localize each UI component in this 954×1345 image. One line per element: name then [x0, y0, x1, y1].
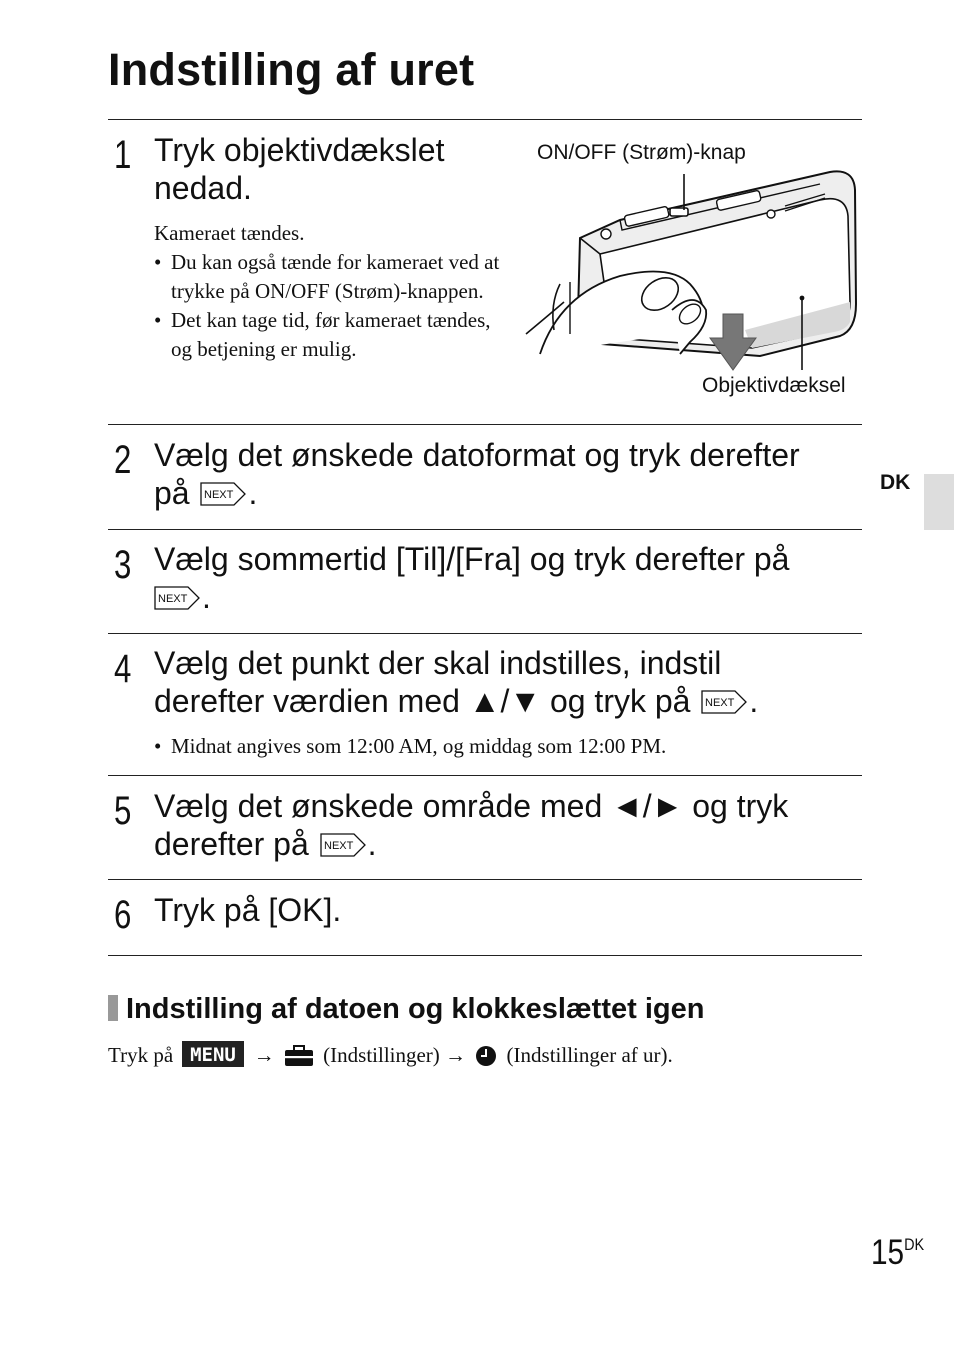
clock-icon	[475, 1045, 497, 1073]
step-heading	[154, 436, 800, 512]
bullet-item: • Det kan tage tid, før kameraet tændes, og betjening er mulig.	[154, 306, 514, 364]
arrow-right-icon: →	[253, 1043, 275, 1067]
step-heading	[154, 644, 758, 720]
next-icon	[154, 586, 200, 610]
page-number-value: 15	[871, 1233, 905, 1272]
step-body	[154, 219, 514, 364]
lens-cover-label: Objektivdæksel	[702, 374, 846, 397]
step-heading-line: derefter værdien med ▲/▼ og tryk på	[154, 683, 691, 719]
step-heading	[154, 891, 341, 929]
step-heading-line-wrap: på NEXT .	[154, 475, 258, 511]
step-heading-line: Vælg sommertid [Til]/[Fra] og tryk derefter på	[154, 541, 790, 577]
step-heading-line: Vælg det punkt der skal indstilles, indstil	[154, 645, 722, 681]
page-title: Indstilling af uret	[108, 44, 475, 95]
step-body	[154, 732, 666, 761]
step-heading-line: Vælg det ønskede område med ◄/► og tryk	[154, 788, 789, 824]
instruction-prefix: Tryk på	[108, 1043, 174, 1067]
step-heading	[154, 540, 789, 616]
arrow-right-icon: →	[445, 1043, 467, 1067]
next-icon-text: NEXT	[204, 489, 234, 501]
power-button-label: ON/OFF (Strøm)-knap	[537, 141, 746, 164]
divider	[108, 119, 862, 120]
subsection-title-text: Indstilling af datoen og klokkeslættet igen	[126, 993, 705, 1025]
page-number-suffix: DK	[904, 1235, 925, 1254]
divider	[108, 879, 862, 880]
step-heading-line-wrap: NEXT .	[154, 578, 789, 616]
language-tab-label: DK	[880, 471, 911, 494]
step-heading-line: Tryk objektivdækslet	[154, 132, 445, 168]
step-heading-line: Tryk på [OK].	[154, 892, 342, 928]
step-heading-line: Vælg det ønskede datoformat og tryk derefter	[154, 437, 800, 473]
divider	[108, 775, 862, 776]
next-icon-text: NEXT	[705, 697, 735, 709]
camera-illustration	[520, 134, 862, 406]
step-number: 3	[114, 543, 132, 587]
next-icon-text: NEXT	[158, 593, 188, 605]
subsection-title	[108, 993, 704, 1026]
next-icon	[701, 690, 747, 714]
menu-icon-text: MENU	[190, 1044, 237, 1066]
step-number: 2	[114, 438, 132, 482]
step-heading-line-wrap: derefter værdien med ▲/▼ og tryk på NEXT .	[154, 683, 759, 719]
divider	[108, 529, 862, 530]
next-icon	[320, 833, 366, 857]
page-number	[871, 1233, 924, 1273]
bullet-item: • Du kan også tænde for kameraet ved at trykke på ON/OFF (Strøm)-knappen.	[154, 248, 514, 306]
clock-settings-text: (Indstillinger af ur).	[506, 1043, 673, 1067]
menu-icon	[182, 1041, 244, 1073]
step-number: 4	[114, 647, 132, 691]
next-icon-text: NEXT	[323, 840, 353, 852]
section-marker-icon	[108, 995, 118, 1021]
divider	[108, 424, 862, 425]
toolbox-icon	[284, 1045, 314, 1073]
step-heading	[154, 131, 444, 207]
step-heading-line: på	[154, 475, 190, 511]
language-tab	[924, 474, 954, 530]
step-heading-line: derefter på	[154, 826, 309, 862]
settings-text: (Indstillinger)	[323, 1043, 440, 1067]
step-number: 6	[114, 893, 132, 937]
subsection-instructions	[108, 1041, 673, 1073]
divider	[108, 633, 862, 634]
step-heading	[154, 787, 788, 863]
step-heading-line: nedad.	[154, 170, 252, 206]
divider	[108, 955, 862, 956]
step-heading-line-wrap: derefter på NEXT .	[154, 826, 377, 862]
bullet-item: • Midnat angives som 12:00 AM, og middag som 12:00 PM.	[154, 732, 666, 761]
next-icon	[200, 482, 246, 506]
step-text: Kameraet tændes.	[154, 221, 305, 245]
step-number: 5	[114, 789, 132, 833]
step-number: 1	[114, 133, 132, 177]
